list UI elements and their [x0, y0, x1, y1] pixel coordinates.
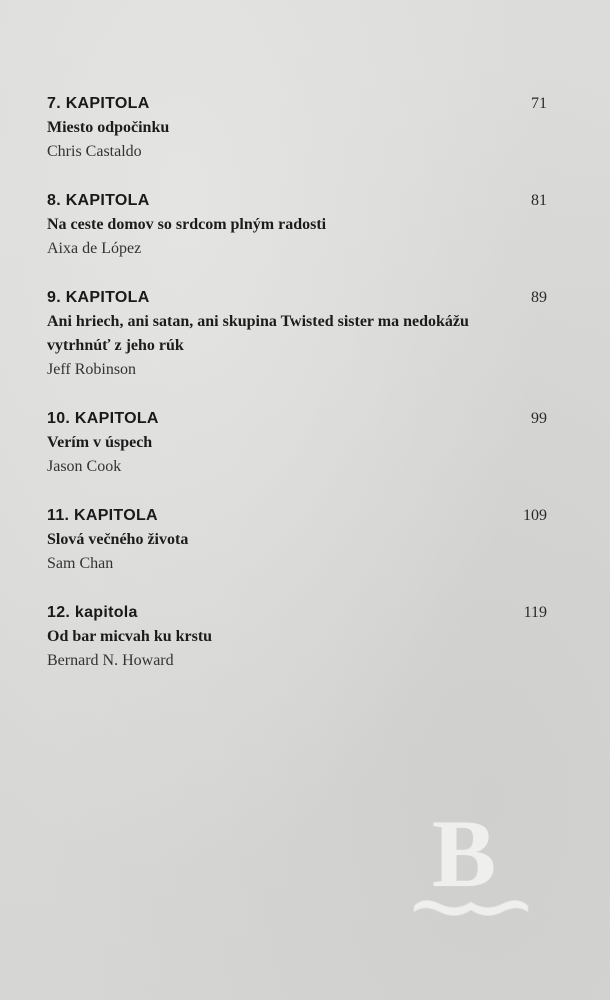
table-of-contents [47, 92, 547, 698]
chapter-label: 8. KAPITOLA [47, 192, 150, 209]
chapter-title: Od bar micvah ku krstu [47, 628, 213, 645]
chapter-author: Chris Castaldo [47, 143, 142, 160]
toc-entry-10 [47, 407, 547, 504]
page-number: 99 [531, 410, 547, 427]
toc-entry-8 [47, 189, 547, 286]
chapter-author: Sam Chan [47, 555, 114, 572]
toc-entry-12 [47, 601, 547, 698]
chapter-author: Aixa de López [47, 240, 142, 257]
page-number: 71 [531, 95, 547, 112]
page-number: 119 [523, 604, 547, 621]
book-base-icon [410, 810, 532, 922]
toc-entry-9 [47, 286, 547, 407]
chapter-label: 9. KAPITOLA [47, 289, 150, 306]
logo-letter: B [432, 800, 497, 907]
chapter-author: Bernard N. Howard [47, 652, 174, 669]
chapter-label: 11. KAPITOLA [47, 507, 158, 524]
chapter-label: 12. kapitola [47, 604, 138, 621]
chapter-label: 10. KAPITOLA [47, 410, 159, 427]
page-number: 81 [531, 192, 547, 209]
publisher-logo [410, 800, 532, 922]
page-number: 89 [531, 289, 547, 306]
chapter-title: Verím v úspech [47, 434, 153, 451]
toc-entry-7 [47, 92, 547, 189]
chapter-author: Jeff Robinson [47, 361, 137, 378]
chapter-title: Ani hriech, ani satan, ani skupina Twisted sister ma nedokážu vytrhnúť z jeho rúk [47, 313, 469, 354]
chapter-title: Na ceste domov so srdcom plným radosti [47, 216, 327, 233]
chapter-title: Slová večného života [47, 531, 189, 548]
toc-entry-11 [47, 504, 547, 601]
chapter-author: Jason Cook [47, 458, 122, 475]
page-number: 109 [523, 507, 547, 524]
chapter-label: 7. KAPITOLA [47, 95, 150, 112]
chapter-title: Miesto odpočinku [47, 119, 170, 136]
